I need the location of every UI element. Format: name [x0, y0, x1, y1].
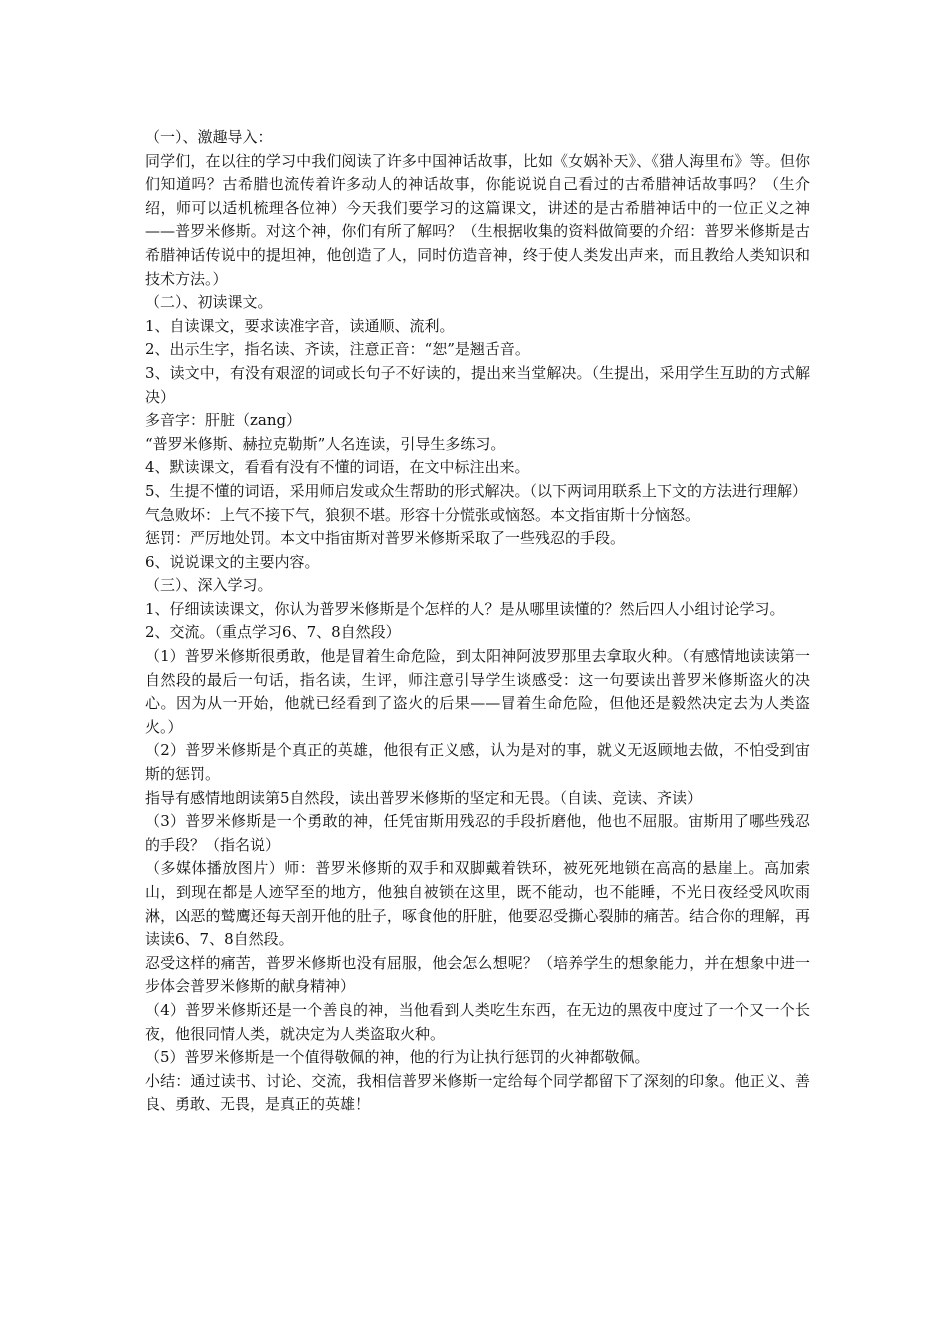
- vocab-definition: 气急败坏：上气不接下气，狼狈不堪。形容十分慌张或恼怒。本文指宙斯十分恼怒。: [145, 505, 701, 524]
- sub-item: （1）普罗米修斯很勇敢，他是冒着生命危险，到太阳神阿波罗那里去拿取火种。（有感情地读读第一自然段的最后一句话，指名读，生评，师注意引导学生谈感受：这一句要读出普罗米修斯盗火的决心。因为从一开始，他就已经看到了盗火的后果——冒着生命危险，但他还是毅然决定去为人类盗火。）: [145, 647, 810, 736]
- note-line: “普罗米修斯、赫拉克勒斯”人名连读，引导生多练习。: [145, 434, 506, 453]
- list-item: 5、生提不懂的词语，采用师启发或众生帮助的形式解决。（以下两词用联系上下文的方法进行理解）: [145, 481, 808, 500]
- list-item: 2、交流。（重点学习6、7、8自然段）: [145, 623, 401, 642]
- list-item: 2、出示生字，指名读、齐读，注意正音：“恕”是翘舌音。: [145, 340, 530, 359]
- section-heading-1: （一）、激趣导入：: [145, 128, 273, 146]
- list-item: 4、默读课文，看看有没有不懂的词语，在文中标注出来。: [145, 458, 530, 477]
- sub-item: （5）普罗米修斯是一个值得敬佩的神，他的行为让执行惩罚的火神都敬佩。: [145, 1048, 650, 1067]
- sub-item: （3）普罗米修斯是一个勇敢的神，任凭宙斯用残忍的手段折磨他，他也不屈服。宙斯用了哪些残忍的手段？（指名说）: [145, 812, 810, 854]
- document-body: [145, 126, 810, 1117]
- sub-item: （2）普罗米修斯是个真正的英雄，他很有正义感，认为是对的事，就义无返顾地去做，不怕受到宙斯的惩罚。: [145, 741, 810, 784]
- intro-paragraph: 同学们，在以往的学习中我们阅读了许多中国神话故事，比如《女娲补天》、《猎人海里布》等。但你们知道吗？古希腊也流传着许多动人的神话故事，你能说说自己看过的古希腊神话故事吗？（生介绍，师可以适机梳理各位神）今天我们要学习的这篇课文，讲述的是古希腊神话中的一位正义之神——普罗米修斯。对这个神，你们有所了解吗？（生根据收集的资料做简要的介绍：普罗米修斯是古希腊神话传说中的提坦神，他创造了人，同时仿造音神，终于使人类发出声来，而且教给人类知识和技术方法。）: [145, 151, 810, 288]
- note-line: 指导有感情地朗读第5自然段，读出普罗米修斯的坚定和无畏。（自读、竞读、齐读）: [145, 788, 703, 807]
- section-heading-2: （二）、初读课文。: [145, 293, 273, 312]
- summary-paragraph: 小结：通过读书、讨论、交流，我相信普罗米修斯一定给每个同学都留下了深刻的印象。他正义、善良、勇敢、无畏，是真正的英雄！: [145, 1071, 810, 1114]
- sub-item: （4）普罗米修斯还是一个善良的神，当他看到人类吃生东西，在无边的黑夜中度过了一个又一个长夜，他很同情人类，就决定为人类盗取火种。: [145, 1000, 810, 1043]
- note-line: 忍受这样的痛苦，普罗米修斯也没有屈服，他会怎么想呢？（培养学生的想象能力，并在想象中进一步体会普罗米修斯的献身精神）: [145, 953, 810, 996]
- list-item: 6、说说课文的主要内容。: [145, 552, 320, 571]
- list-item: 1、仔细读读课文，你认为普罗米修斯是个怎样的人？是从哪里读懂的？然后四人小组讨论学习。: [145, 599, 785, 618]
- list-item: 1、自读课文，要求读准字音，读通顺、流利。: [145, 316, 455, 335]
- note-line: 多音字：肝脏（zang）: [145, 411, 302, 430]
- teacher-narration: （多媒体播放图片）师：普罗米修斯的双手和双脚戴着铁环，被死死地锁在高高的悬崖上。高加索山，到现在都是人迹罕至的地方，他独自被锁在这里，既不能动，也不能睡，不光日夜经受风吹雨淋，凶恶的鹫鹰还每天剖开他的肚子，啄食他的肝脏，他要忍受撕心裂肺的痛苦。结合你的理解，再读读6、7、8自然段。: [145, 859, 810, 949]
- vocab-definition: 惩罚：严厉地处罚。本文中指宙斯对普罗米修斯采取了一些残忍的手段。: [145, 529, 626, 548]
- list-item: 3、读文中，有没有艰涩的词或长句子不好读的，提出来当堂解决。（生提出，采用学生互助的方式解决）: [145, 363, 810, 406]
- section-heading-3: （三）、深入学习。: [145, 576, 273, 595]
